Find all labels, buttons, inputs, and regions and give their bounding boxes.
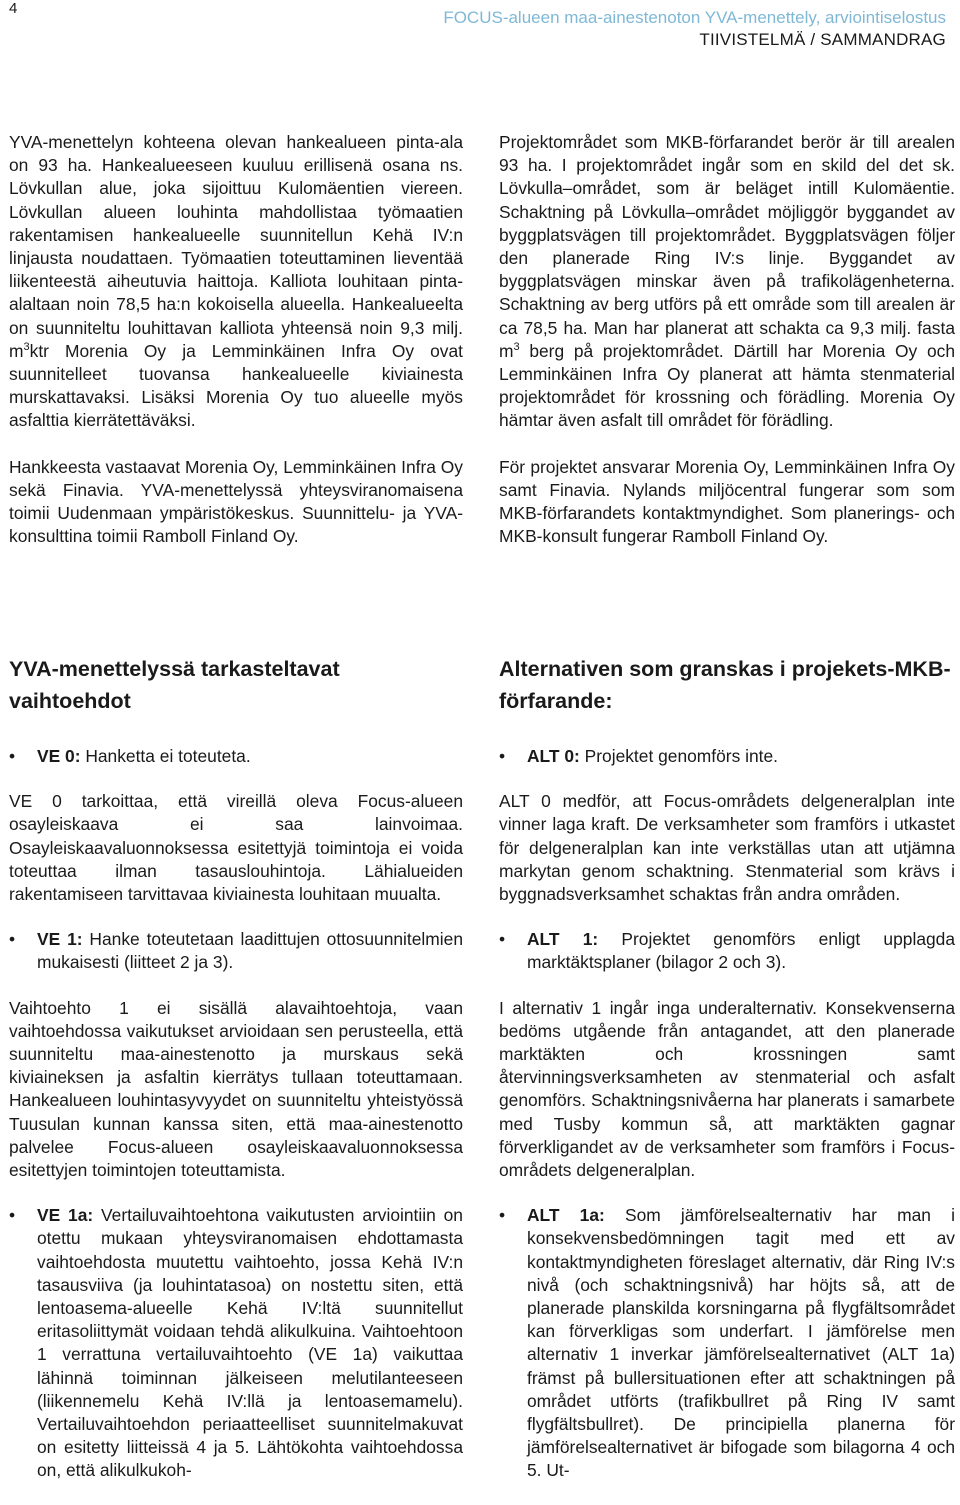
left-intro <box>9 131 463 548</box>
paragraph: YVA-menettelyn kohteena olevan hankealueen pinta-ala on 93 ha. Hankealueeseen kuuluu erillisenä osana ns. Lövkullan alue, joka sijoittuu Kulomäentien viereen. Lövkullan alueen louhinta mahdollistaa työmaatien rakentamisen hankealueelle suunnitellun Kehä IV:n linjausta noudattaen. Työmaatien toteuttaminen lieventää liikenteestä aiheutuvia haittoja. Kalliota louhitaan pinta-alaltaan noin 78,5 ha:n kokoisella alueella. Hankealueelta on suunniteltu louhittavan kalliota yhteensä noin 9,3 milj. $m^3ktr$ Morenia Oy ja Lemminkäinen Infra Oy ovat suunnitelleet tuovansa hankealueelle kiviainesta murskattavaksi. Lisäksi Morenia Oy tuo alueelle myös asfalttia kierrätettäväksi. <box>9 132 463 431</box>
bullet-icon: • <box>499 746 506 766</box>
paragraph: Vaihtoehto 1 ei sisällä alavaihtoehtoja, vaan vaihtoehdossa vaikutukset arvioidaan sen perusteella, että suunniteltu maa-ainestenotto ja murskaus sekä kiviaineksen ja asfaltin kierrätys tullaan toteuttamaan. Hankealueen louhintasyvyydet on suunniteltu yhteistyössä Tuusulan kunnan kanssa siten, että maa-ainestenotto palvelee Focus-alueen osayleiskaavaluonnoksessa esitettyjen toimintojen toteuttamista. <box>9 997 463 1181</box>
paragraph: VE 0 tarkoittaa, että vireillä oleva Focus-alueen osayleiskaava ei saa lainvoimaa. Osayleiskaavaluonnoksessa esitettyjä toimintoja ei voida toteuttaa ilman tasauslouhintoja. Lähialueiden rakentamiseen tarvittavaa kiviainesta louhitaan muualta. <box>9 791 463 905</box>
paragraph: Hankkeesta vastaavat Morenia Oy, Lemminkäinen Infra Oy sekä Finavia. YVA-menettelyssä yhteysviranomaisena toimii Uudenmaan ympäristökeskus. Suunnittelu- ja YVA-konsulttina toimii Ramboll Finland Oy. <box>9 456 463 547</box>
bullet-icon: • <box>499 1205 506 1226</box>
paragraph: Projektområdet som MKB-förfarandet berör är till arealen 93 ha. I projektområdet ingår som en skild del det sk. Lövkulla–området, som är beläget intill Kulomäentie. Schaktning på Lövkulla–området möjliggör byggandet av byggplatsvägen till projektområdet. Byggplatsvägen följer den planerade Ring IV:s linje. Byggandet av byggplatsvägen minskar även på trafikolägenheterna. Schaktning av berg utförs på ett område som till arealen är ca 78,5 ha. Man har planerat att schakta ca 9,3 milj. fasta $m^3$ berg på projektområdet. Därtill har Morenia Oy och Lemminkäinen Infra Oy planerat att hämta stenmaterial projektområdet för krossning och förädling. Morenia Oy hämtar även asfalt till området för förädling. <box>499 132 955 431</box>
paragraph: För projektet ansvarar Morenia Oy, Lemminkäinen Infra Oy samt Finavia. Nylands miljöcentral fungerar som som MKB-förfarandets kontaktmyndighet. Som planerings- och MKB-konsult fungerar Ramboll Finland Oy. <box>499 456 955 547</box>
alternative-item: • VE 1: Hanke toteutetaan laadittujen ottosuunnitelmien mukaisesti (liitteet 2 ja 3). <box>9 928 463 974</box>
right-alternatives <box>499 745 955 1505</box>
bullet-icon: • <box>9 929 16 950</box>
bullet-icon: • <box>9 1205 16 1226</box>
alternative-item: • VE 1a: Vertailuvaihtoehtona vaikutusten arviointiin on otettu mukaan yhteysviranomaisen ehdottamasta vaihtoehdosta muutettu vaihtoehto, jossa Kehä IV:n tasausviiva (ja louhintatasoa) on nostettu siten, että lentoasema-alueelle Kehä IV:ltä suunnitellut eritasoliittymät voidaan tehdä alikulkuina. Vaihtoehtoon 1 verrattuna vertailuvaihtoehto (VE 1a) vaikuttaa lähinnä toiminnan jälkeiseen melutilanteeseen (liikennemelu Kehä IV:llä ja lentoasemamelu). Vertailuvaihtoehdon periaatteelliset suunnitelmakuvat on esitetty liitteissä 4 ja 5. Lähtökohta vaihtoehdossa on, että alikulkukoh- <box>9 1204 463 1482</box>
bullet-icon: • <box>499 929 506 950</box>
alternative-item: • ALT 1: Projektet genomförs enligt upplagda marktäktsplaner (bilagor 2 och 3). <box>499 928 955 974</box>
section-heading-right: Alternativen som granskas i projekets-MKB-förfarande: <box>499 657 951 713</box>
page-header <box>443 7 946 51</box>
left-alternatives <box>9 745 463 1505</box>
right-intro <box>499 131 955 548</box>
section-heading-left: YVA-menettelyssä tarkasteltavat vaihtoehdot <box>9 657 340 713</box>
paragraph: I alternativ 1 ingår inga underalternativ. Konsekvenserna bedöms utgående från antagandet, att den planerade marktäkten och krossningen samt återvinningsverksamheten av stenmaterial och asfalt genomförs. Schaktningsnivåerna har planerats i samarbete med Tusby kommun så, att marktäkten gagnar förverkligandet av de verksamheter som framförs i Focus-områdets delgeneralplan. <box>499 997 955 1181</box>
bullet-icon: • <box>9 746 16 766</box>
document-title: FOCUS-alueen maa-ainestenoton YVA-menettely, arviointiselostus <box>443 8 946 27</box>
alternative-item: • ALT 1a: Som jämförelsealternativ har man i konsekvensbedömningen tagit med ett av kontaktmyndigheten föreslaget alternativ, där Ring IV:s nivå (och schaktningsnivå) har höjts så, att de planerade planskilda korsningarna på flygfältsområdet kan förverkligas som underfart. I jämförelse men alternativ 1 inverkar jämförelsealternativet (ALT 1a) främst på bullersituationen efter att schaktningen på området utförts (trafikbullret på Ring IV samt flygfältsbullret). De principiella planerna för jämförelsealternativet är bifogade som bilagorna 4 och 5. Ut- <box>499 1204 955 1482</box>
paragraph: ALT 0 medför, att Focus-områdets delgeneralplan inte vinner laga kraft. De verksamheter som framförs i utkastet för delgeneralplan kan inte verkställas utan att utjämna markytan genom schaktning. Stenmaterial som krävs i byggnadsverksamhet schaktas från andra områden. <box>499 791 955 905</box>
alternative-item: • VE 0: Hanketta ei toteuteta. <box>9 745 463 768</box>
section-title: TIIVISTELMÄ / SAMMANDRAG <box>699 30 946 49</box>
alternative-item: • ALT 0: Projektet genomförs inte. <box>499 745 955 768</box>
page-number: 4 <box>9 0 18 17</box>
